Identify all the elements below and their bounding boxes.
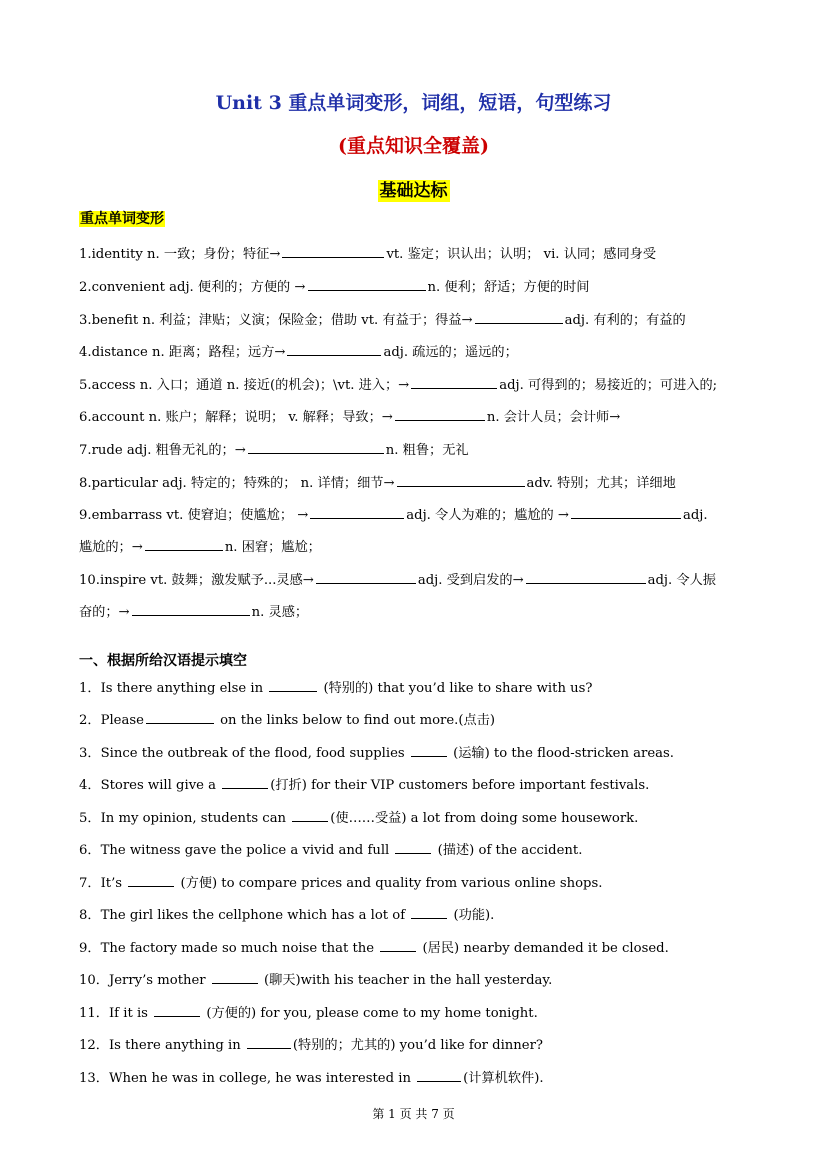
word-item: 8.particular adj. 特定的；特殊的； n. 详情；细节→ adv. 特别；尤其；详细地 <box>79 472 676 494</box>
answer-blank[interactable] <box>316 569 416 584</box>
level-heading <box>0 176 827 201</box>
answer-blank[interactable] <box>269 677 317 692</box>
answer-blank[interactable] <box>395 839 431 854</box>
page-footer: 第 1 页 共 7 页 <box>372 1107 455 1121</box>
page-subtitle: (重点知识全覆盖) <box>338 135 489 157</box>
question-item: 4．Stores will give a (打折) for their VIP customers before important festivals. <box>79 774 649 796</box>
word-item: 10.inspire vt. 鼓舞；激发赋予...灵感→ adj. 受到启发的→ adj. 令人振 <box>79 569 716 591</box>
answer-blank[interactable] <box>282 243 384 258</box>
question-item: 6．The witness gave the police a vivid and full (描述) of the accident. <box>79 839 582 861</box>
section1-heading: 重点单词变形 <box>80 211 164 227</box>
answer-blank[interactable] <box>287 341 381 356</box>
question-item: 9．The factory made so much noise that the (居民) nearby demanded it be closed. <box>79 937 669 959</box>
answer-blank[interactable] <box>248 439 384 454</box>
section2-heading: 一、根据所给汉语提示填空 <box>79 653 247 669</box>
word-item: 奋的；→ n. 灵感； <box>79 601 308 623</box>
question-item: 12．Is there anything in (特别的；尤其的) you’d like for dinner? <box>79 1034 543 1056</box>
answer-blank[interactable] <box>145 536 223 551</box>
answer-blank[interactable] <box>395 406 485 421</box>
answer-blank[interactable] <box>146 709 214 724</box>
question-item: 8．The girl likes the cellphone which has a lot of (功能). <box>79 904 494 926</box>
answer-blank[interactable] <box>212 969 258 984</box>
level-label: 基础达标 <box>379 181 448 201</box>
answer-blank[interactable] <box>475 309 563 324</box>
question-item: 2．Please on the links below to find out more.(点击) <box>79 709 495 731</box>
question-item: 3．Since the outbreak of the flood, food supplies (运输) to the flood-stricken areas. <box>79 742 674 764</box>
answer-blank[interactable] <box>308 276 426 291</box>
word-item: 9.embarrass vt. 使窘迫；使尴尬； → adj. 令人为难的；尴尬的 → adj. <box>79 504 708 526</box>
word-item: 6.account n. 账户；解释；说明； v. 解释；导致；→ n. 会计人员；会计师→ <box>79 406 620 428</box>
word-item: 5.access n. 入口；通道 n. 接近(的机会)；\vt. 进入；→ adj. 可得到的；易接近的；可进入的; <box>79 374 717 396</box>
answer-blank[interactable] <box>247 1034 291 1049</box>
answer-blank[interactable] <box>132 601 250 616</box>
word-item: 4.distance n. 距离；路程；远方→ adj. 疏远的；遥远的； <box>79 341 518 363</box>
answer-blank[interactable] <box>411 904 447 919</box>
answer-blank[interactable] <box>397 472 525 487</box>
word-item: 尴尬的；→ n. 困窘；尴尬； <box>79 536 321 558</box>
word-item: 1.identity n. 一致；身份；特征→ vt. 鉴定；识认出；认明； vi. 认同；感同身受 <box>79 243 656 265</box>
question-item: 10．Jerry’s mother (聊天)with his teacher in the hall yesterday. <box>79 969 552 991</box>
question-item: 7．It’s (方便) to compare prices and quality from various online shops. <box>79 872 602 894</box>
answer-blank[interactable] <box>571 504 681 519</box>
answer-blank[interactable] <box>128 872 174 887</box>
answer-blank[interactable] <box>417 1067 461 1082</box>
word-item: 7.rude adj. 粗鲁无礼的；→ n. 粗鲁；无礼 <box>79 439 469 461</box>
question-item: 13．When he was in college, he was interested in (计算机软件). <box>79 1067 544 1089</box>
answer-blank[interactable] <box>526 569 646 584</box>
answer-blank[interactable] <box>154 1002 200 1017</box>
answer-blank[interactable] <box>411 742 447 757</box>
question-item: 1．Is there anything else in (特别的) that you’d like to share with us? <box>79 677 592 699</box>
word-item: 3.benefit n. 利益；津贴；义演；保险金；借助 vt. 有益于；得益→ adj. 有利的；有益的 <box>79 309 686 331</box>
answer-blank[interactable] <box>310 504 404 519</box>
page-title: Unit 3 重点单词变形，词组，短语，句型练习 <box>215 92 612 114</box>
answer-blank[interactable] <box>292 807 328 822</box>
answer-blank[interactable] <box>222 774 268 789</box>
answer-blank[interactable] <box>380 937 416 952</box>
answer-blank[interactable] <box>411 374 497 389</box>
question-item: 5．In my opinion, students can (使……受益) a lot from doing some housework. <box>79 807 638 829</box>
word-item: 2.convenient adj. 便利的；方便的 → n. 便利；舒适；方便的时间 <box>79 276 589 298</box>
question-item: 11．If it is (方便的) for you, please come to my home tonight. <box>79 1002 538 1024</box>
